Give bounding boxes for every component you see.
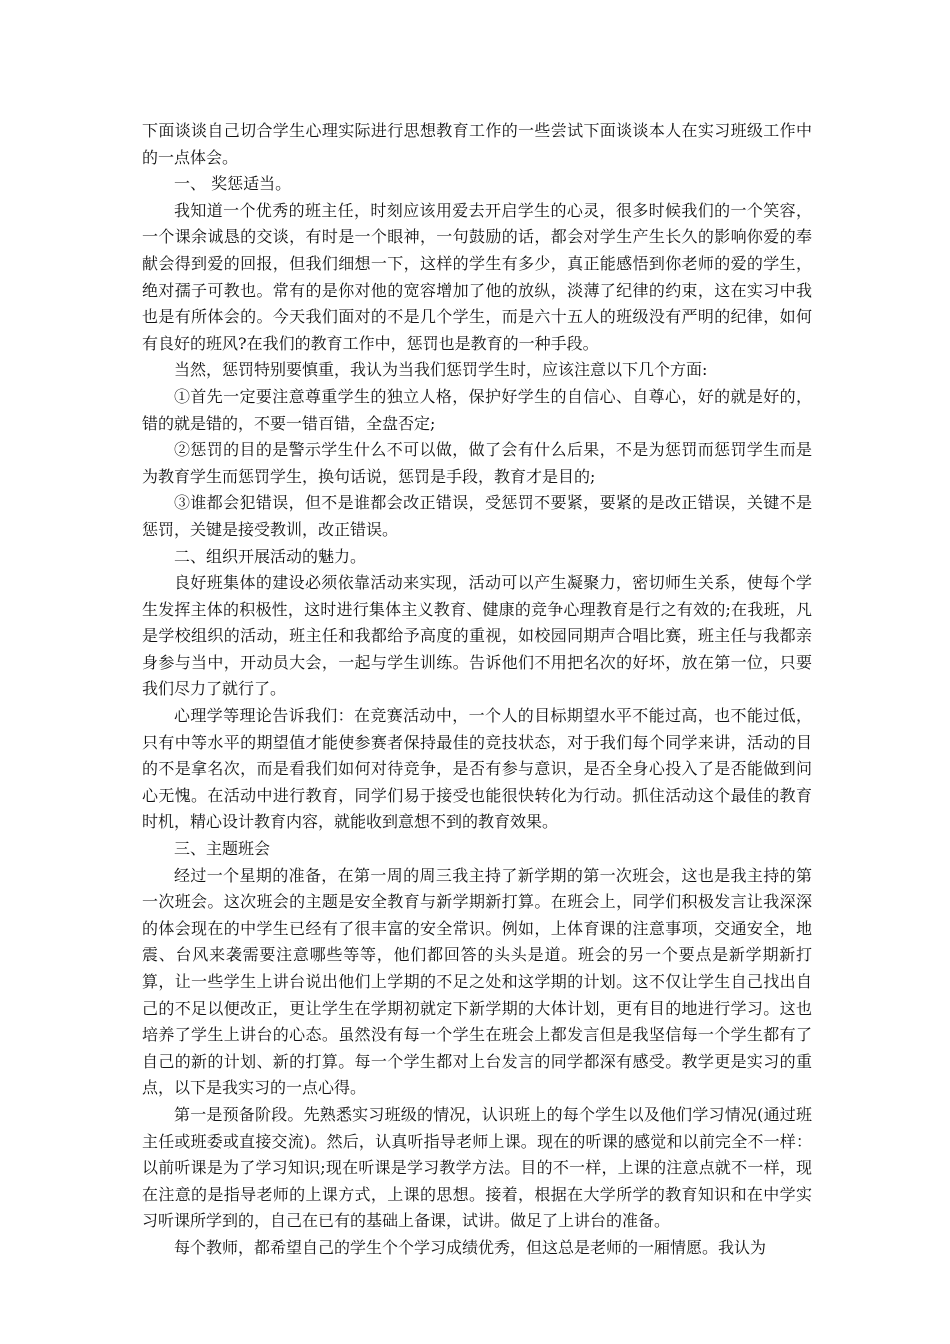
paragraph: 良好班集体的建设必须依靠活动来实现，活动可以产生凝聚力，密切师生关系，使每个学生发挥主体的积极性，这时进行集体主义教育、健康的竞争心理教育是行之有效的;在我班，凡是学校组织的活动，班主任和我都给予高度的重视，如校园同期声合唱比赛，班主任与我都亲身参与当中，开动员大会，一起与学生训练。告诉他们不用把名次的好坏，放在第一位，只要我们尽力了就行了。 <box>142 573 812 699</box>
paragraph: 每个教师，都希望自己的学生个个学习成绩优秀，但这总是老师的一厢情愿。我认为 <box>174 1237 767 1257</box>
paragraph: 当然，惩罚特别要慎重，我认为当我们惩罚学生时，应该注意以下几个方面: <box>174 360 708 380</box>
heading-reward-punishment: 一、 奖惩适当。 <box>174 174 292 194</box>
list-item-1: ①首先一定要注意尊重学生的独立人格，保护好学生的自信心、自尊心，好的就是好的，错的就是错的，不要一错百错，全盘否定; <box>142 386 812 433</box>
list-item-2: ②惩罚的目的是警示学生什么不可以做，做了会有什么后果，不是为惩罚而惩罚学生而是为教育学生而惩罚学生，换句话说，惩罚是手段，教育才是目的; <box>142 440 812 486</box>
paragraph: 心理学等理论告诉我们：在竞赛活动中，一个人的目标期望水平不能过高，也不能过低，只有中等水平的期望值才能使参赛者保持最佳的竞技状态，对于我们每个同学来讲，活动的目的不是拿名次，而是看我们如何对待竞争，是否有参与意识，是否全身心投入了是否能做到问心无愧。在活动中进行教育，同学们易于接受也能很快转化为行动。抓住活动这个最佳的教育时机，精心设计教育内容，就能收到意想不到的教育效果。 <box>142 706 812 832</box>
paragraph: 经过一个星期的准备，在第一周的周三我主持了新学期的第一次班会，这也是我主持的第一次班会。这次班会的主题是安全教育与新学期新打算。在班会上，同学们积极发言让我深深的体会现在的中学生已经有了很丰富的安全常识。例如，上体育课的注意事项，交通安全，地震、台风来袭需要注意哪些等等，他们都回答的头头是道。班会的另一个要点是新学期新打算，让一些学生上讲台说出他们上学期的不足之处和这学期的计划。这不仅让学生自己找出自己的不足以便改正，更让学生在学期初就定下新学期的大体计划，更有目的地进行学习。这也培养了学生上讲台的心态。虽然没有每一个学生在班会上都发言但是我坚信每一个学生都有了自己的新的计划、新的打算。每一个学生都对上台发言的同学都深有感受。教学更是实习的重点，以下是我实习的一点心得。 <box>142 865 812 1098</box>
paragraph: 第一是预备阶段。先熟悉实习班级的情况，认识班上的每个学生以及他们学习情况(通过班主任或班委或直接交流)。然后，认真听指导老师上课。现在的听课的感觉和以前完全不一样：以前听课是为了学习知识;现在听课是学习教学方法。目的不一样，上课的注意点就不一样，现在注意的是指导老师的上课方式，上课的思想。接着，根据在大学所学的教育知识和在中学实习听课所学到的，自己在已有的基础上备课，试讲。做足了上讲台的准备。 <box>142 1104 812 1231</box>
paragraph-intro: 下面谈谈自己切合学生心理实际进行思想教育工作的一些尝试下面谈谈本人在实习班级工作中的一点体会。 <box>142 121 812 167</box>
heading-class-meeting: 三、主题班会 <box>174 839 271 859</box>
paragraph: 我知道一个优秀的班主任，时刻应该用爱去开启学生的心灵，很多时候我们的一个笑容，一个课余诚恳的交谈，有时是一个眼神，一句鼓励的话，都会对学生产生长久的影响你爱的奉献会得到爱的回报，但我们细想一下，这样的学生有多少，真正能感悟到你老师的爱的学生，绝对孺子可教也。常有的是你对他的宽容增加了他的放纵，淡薄了纪律的约束，这在实习中我也是有所体会的。今天我们面对的不是几个学生，而是六十五人的班级没有严明的纪律，如何有良好的班风?在我们的教育工作中，惩罚也是教育的一种手段。 <box>142 200 812 353</box>
heading-activities: 二、组织开展活动的魅力。 <box>174 546 367 566</box>
list-item-3: ③谁都会犯错误，但不是谁都会改正错误，受惩罚不要紧，要紧的是改正错误，关键不是惩罚，关键是接受教训，改正错误。 <box>142 493 812 539</box>
document-page <box>142 118 812 1262</box>
